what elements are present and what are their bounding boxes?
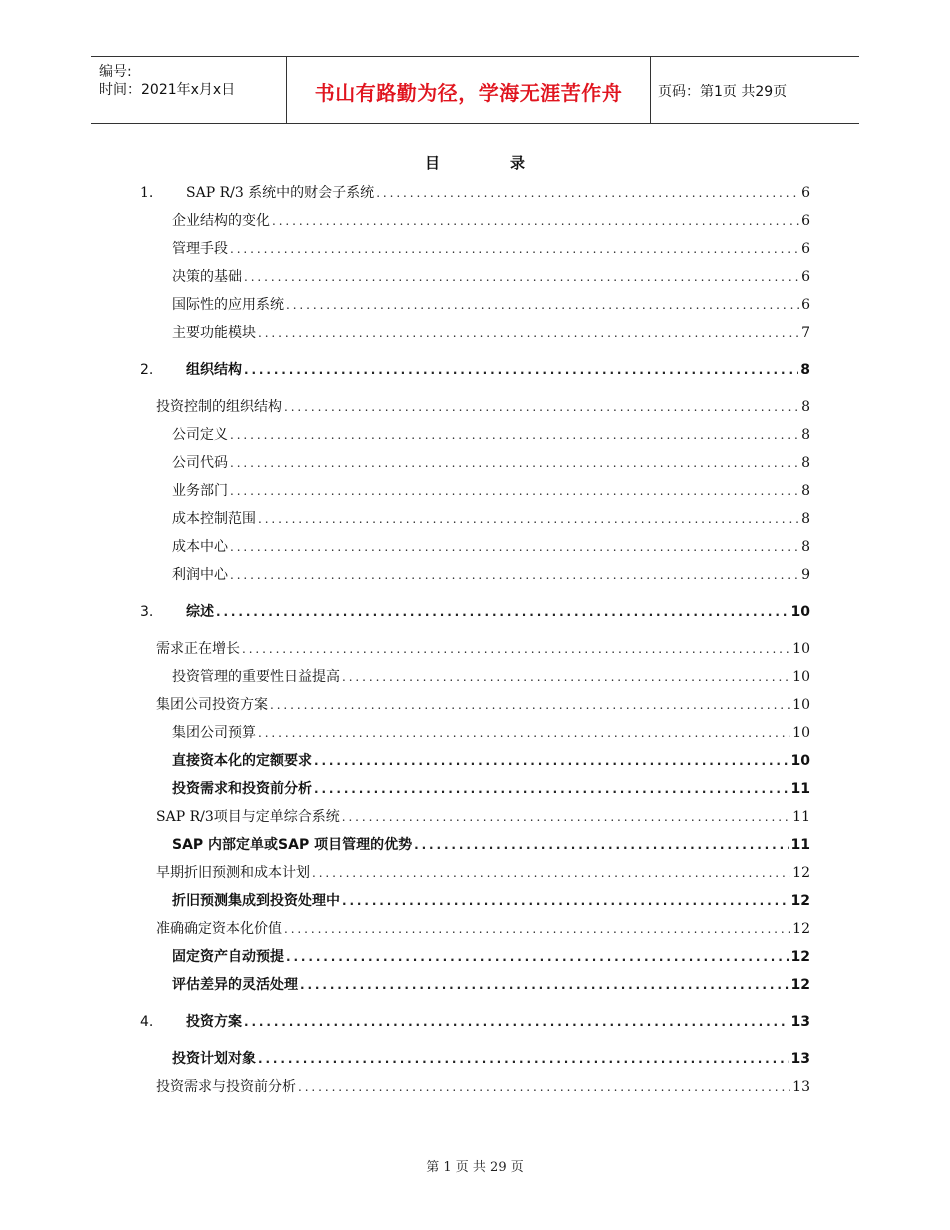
toc-dot-leader <box>298 1078 790 1096</box>
toc-entry-title: SAP R/3 系统中的财会子系统 <box>186 185 375 201</box>
toc-entry-title: 投资控制的组织结构 <box>156 399 282 415</box>
toc-dot-leader <box>230 454 799 472</box>
toc-entry-title: 业务部门 <box>172 483 228 499</box>
toc-dot-leader <box>342 668 790 686</box>
toc-entry-page: 10 <box>792 669 810 685</box>
toc-entry-page: 12 <box>792 921 810 937</box>
toc-entry-page: 10 <box>792 641 810 657</box>
toc-title-left: 目 <box>425 154 441 172</box>
toc-dot-leader <box>230 538 799 556</box>
toc-dot-leader <box>376 184 799 202</box>
toc-entry-page: 11 <box>792 809 810 825</box>
toc-entry-title: 需求正在增长 <box>156 641 240 657</box>
toc-dot-leader <box>284 920 790 938</box>
toc-dot-leader <box>230 482 799 500</box>
toc-dot-leader <box>216 603 789 621</box>
toc-dot-leader <box>314 780 789 798</box>
toc-dot-leader <box>242 640 790 658</box>
page-footer: 第 1 页 共 29 页 <box>426 1160 524 1175</box>
toc-entry[interactable] <box>156 916 810 938</box>
toc-entry-page: 6 <box>801 269 810 285</box>
header-page-label: 页码：第1页 共29页 <box>658 84 788 100</box>
toc-entry-page: 8 <box>801 483 810 499</box>
toc-entry-page: 8 <box>801 399 810 415</box>
toc-entry[interactable] <box>172 888 810 910</box>
toc-dot-leader <box>230 426 799 444</box>
toc-dot-leader <box>244 268 799 286</box>
toc-dot-leader <box>342 808 790 826</box>
toc-entry-page: 12 <box>792 865 810 881</box>
toc-dot-leader <box>258 1050 789 1068</box>
header-meta-cell <box>91 57 286 123</box>
toc-entry[interactable] <box>172 944 810 966</box>
toc-entry-number: 2. <box>140 362 154 378</box>
toc-entry[interactable] <box>140 357 810 379</box>
header-motto-cell <box>286 57 651 123</box>
toc-entry-number: 1. <box>140 185 154 201</box>
toc-entry-page: 10 <box>792 697 810 713</box>
toc-dot-leader <box>286 948 789 966</box>
toc-entry-title: 直接资本化的定额要求 <box>172 753 312 769</box>
toc-dot-leader <box>314 752 789 770</box>
toc-entry-title: 固定资产自动预提 <box>172 949 284 965</box>
toc-entry[interactable] <box>172 450 810 472</box>
toc-entry-title: 成本中心 <box>172 539 228 555</box>
toc-entry-page: 12 <box>790 893 810 909</box>
toc-entry[interactable] <box>172 748 810 770</box>
toc-entry[interactable] <box>140 1009 810 1031</box>
toc-entry-title: 决策的基础 <box>172 269 242 285</box>
toc-entry-title: 折旧预测集成到投资处理中 <box>172 893 340 909</box>
toc-entry-page: 8 <box>800 362 810 378</box>
toc-entry-page: 7 <box>801 325 810 341</box>
toc-entry-page: 12 <box>790 949 810 965</box>
toc-entry-page: 6 <box>801 241 810 257</box>
toc-entry[interactable] <box>172 208 810 230</box>
toc-entry[interactable] <box>172 320 810 342</box>
toc-entry[interactable] <box>156 804 810 826</box>
toc-entry[interactable] <box>156 394 810 416</box>
toc-entry-title: 利润中心 <box>172 567 228 583</box>
toc-entry-title: 企业结构的变化 <box>172 213 270 229</box>
toc-dot-leader <box>342 892 789 910</box>
toc-dot-leader <box>272 212 799 230</box>
document-header <box>91 56 859 124</box>
toc-entry-page: 6 <box>801 297 810 313</box>
toc-entry-page: 11 <box>790 837 810 853</box>
toc-dot-leader <box>300 976 789 994</box>
toc-entry[interactable] <box>156 1074 810 1096</box>
toc-entry-number: 4. <box>140 1014 154 1030</box>
toc-entry-title: 综述 <box>186 604 214 620</box>
toc-entry-page: 11 <box>790 781 810 797</box>
toc-entry[interactable] <box>172 664 810 686</box>
toc-entry-page: 10 <box>790 604 810 620</box>
toc-entry[interactable] <box>172 236 810 258</box>
document-time-label: 时间：2021年x月x日 <box>99 82 236 98</box>
toc-entry-title: 投资需求和投资前分析 <box>172 781 312 797</box>
toc-entry-page: 12 <box>790 977 810 993</box>
toc-entry-title: 投资方案 <box>186 1014 242 1030</box>
toc-entry-title: 国际性的应用系统 <box>172 297 284 313</box>
toc-entry-page: 13 <box>790 1014 810 1030</box>
toc-dot-leader <box>244 1013 789 1031</box>
toc-dot-leader <box>230 566 799 584</box>
toc-entry[interactable] <box>172 478 810 500</box>
toc-entry[interactable] <box>172 292 810 314</box>
toc-entry[interactable] <box>172 422 810 444</box>
toc-entry-page: 13 <box>790 1051 810 1067</box>
toc-entry-page: 10 <box>790 753 810 769</box>
toc-entry-title: 主要功能模块 <box>172 325 256 341</box>
toc-entry-title: 评估差异的灵活处理 <box>172 977 298 993</box>
toc-dot-leader <box>258 324 799 342</box>
toc-entry[interactable] <box>140 599 810 621</box>
toc-entry[interactable] <box>172 506 810 528</box>
toc-entry-title: 组织结构 <box>186 362 242 378</box>
toc-entry-page: 13 <box>792 1079 810 1095</box>
header-page-cell <box>650 57 859 123</box>
header-motto: 书山有路勤为径，学海无涯苦作舟 <box>314 81 623 105</box>
toc-entry-title: 投资计划对象 <box>172 1051 256 1067</box>
toc-dot-leader <box>230 240 799 258</box>
toc-entry[interactable] <box>172 1046 810 1068</box>
toc-entry-page: 9 <box>801 567 810 583</box>
toc-entry[interactable] <box>156 692 810 714</box>
toc-entry-title: SAP 内部定单或SAP 项目管理的优势 <box>172 837 413 853</box>
toc-dot-leader <box>258 724 790 742</box>
toc-entry-page: 8 <box>801 539 810 555</box>
toc-entry[interactable] <box>140 180 810 202</box>
toc-entry-title: 管理手段 <box>172 241 228 257</box>
toc-entry-title: 早期折旧预测和成本计划 <box>156 865 310 881</box>
toc-dot-leader <box>286 296 799 314</box>
toc-entry[interactable] <box>172 264 810 286</box>
toc-dot-leader <box>312 864 790 882</box>
toc-entry-title: 公司定义 <box>172 427 228 443</box>
toc-entry[interactable] <box>172 562 810 584</box>
toc-title <box>425 152 525 173</box>
toc-dot-leader <box>414 836 788 854</box>
toc-entry[interactable] <box>156 636 810 658</box>
toc-entry-page: 8 <box>801 511 810 527</box>
toc-entry-title: 集团公司预算 <box>172 725 256 741</box>
toc-entry-title: 投资管理的重要性日益提高 <box>172 669 340 685</box>
toc-dot-leader <box>258 510 799 528</box>
toc-entry[interactable] <box>172 534 810 556</box>
toc-entry[interactable] <box>172 720 810 742</box>
toc-entry-page: 8 <box>801 427 810 443</box>
toc-entry-title: 准确确定资本化价值 <box>156 921 282 937</box>
toc-entry[interactable] <box>172 776 810 798</box>
toc-entry-page: 6 <box>801 213 810 229</box>
toc-entry-title: 投资需求与投资前分析 <box>156 1079 296 1095</box>
toc-dot-leader <box>270 696 790 714</box>
toc-entry-page: 6 <box>801 185 810 201</box>
toc-entry[interactable] <box>172 832 810 854</box>
toc-title-right: 录 <box>510 154 526 172</box>
toc-entry-title: SAP R/3项目与定单综合系统 <box>156 809 340 825</box>
document-code-label: 编号: <box>99 64 132 80</box>
toc-entry-title: 成本控制范围 <box>172 511 256 527</box>
toc-entry-page: 10 <box>792 725 810 741</box>
toc-entry-number: 3. <box>140 604 154 620</box>
toc-entry[interactable] <box>156 860 810 882</box>
toc-entry-page: 8 <box>801 455 810 471</box>
toc-dot-leader <box>284 398 799 416</box>
toc-dot-leader <box>244 361 798 379</box>
toc-entry-title: 公司代码 <box>172 455 228 471</box>
toc-entry[interactable] <box>172 972 810 994</box>
toc-entry-title: 集团公司投资方案 <box>156 697 268 713</box>
